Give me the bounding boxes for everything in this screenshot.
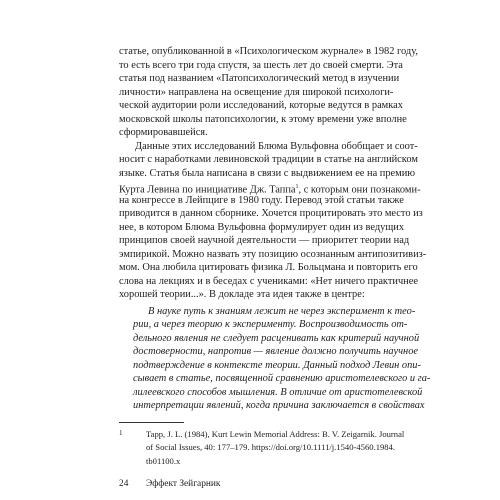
body-line: эмпирикой. Можно назвать эту позицию осознанным антипозитивиз-: [119, 248, 427, 260]
body-line: статье, опубликованной в «Психологическом журнале» в 1982 году,: [119, 46, 418, 57]
footnote-rule: [119, 422, 184, 423]
quote-line: лилеевского способов мышления. В отличие от аристотелевской: [133, 386, 423, 398]
body-line: носит с наработками левиновской традиции в статье на английском: [119, 154, 418, 166]
body-line: слова на лекциях и в беседах с учениками: «Нет ничего практичнее: [119, 275, 418, 287]
quote-line: достоверности, напротив — явление должно получить научное: [133, 346, 419, 358]
body-line-text: Курта Левина по инициативе Дж. Таппа: [119, 184, 296, 196]
footnote-line: Tapp, J. L. (1984), Kurt Lewin Memorial Address: B. V. Zeigarnik. Journal: [146, 428, 405, 439]
running-title: Эффект Зейгарник: [146, 479, 221, 489]
body-line: принципов своей научной деятельности — приоритет теории над: [119, 235, 410, 247]
body-line: хорошей теории...». В докладе эта идея также в центре:: [119, 289, 365, 301]
body-line: мом. Она любила цитировать физика Л. Больцмана и повторить его: [119, 262, 418, 274]
footnote-reference[interactable]: 1: [295, 184, 299, 191]
body-line: личности» направлена на освещение для широкой психологи-: [119, 86, 394, 98]
body-line: нее, в котором Блюма Вульфовна формулирует один из ведущих: [119, 221, 405, 233]
quote-line: В науке путь к знаниям лежит не через эксперимент к тео-: [148, 305, 416, 317]
quote-line: подтверждение в контексте теории. Данный подход Левин опи-: [133, 359, 421, 371]
body-line: ческой аудитории роли исследований, которые ведутся в рамках: [119, 100, 403, 111]
body-line: сформировавшейся.: [119, 127, 208, 139]
body-line-tail: , с которым они познакоми-: [298, 184, 421, 196]
body-line: на конгрессе в Лейпциге в 1980 году. Перевод этой статьи также: [119, 194, 404, 206]
quote-line: дельного явления не следует расценивать как критерий научной: [133, 332, 420, 344]
quote-line: рии, а через теорию к эксперименту. Воспроизводимость от-: [133, 319, 408, 331]
body-line-with-footnote-ref: [119, 180, 421, 194]
body-line: приводится в данном сборнике. Хочется процитировать это место из: [119, 208, 423, 220]
quote-line: сывает в статье, посвященной сравнению аристотелевского и га-: [133, 373, 431, 385]
body-line: московской школы патопсихологии, к этому времени уже вполне: [119, 113, 407, 125]
paragraph-first-line: Данные этих исследований Блюма Вульфовна обобщает и соот-: [135, 140, 418, 152]
body-line: языке. Статья была написана в связи с выдвижением ее на премию: [119, 167, 416, 179]
footnote-number: 1: [119, 428, 123, 437]
body-line: то есть всего три года спустя, за шесть лет до своей смерти. Эта: [119, 59, 403, 71]
footnote-line: tb01100.x: [146, 455, 181, 466]
quote-line: интерпретации явлений, когда причина заключается в свойствах: [133, 400, 425, 412]
footnote-line: of Social Issues, 40: 177–179. https://doi.org/10.1111/j.1540-4560.1984.: [146, 442, 396, 452]
body-line: статья под названием «Патопсихологический метод в изучении: [119, 73, 400, 84]
page-number: 24: [119, 479, 129, 489]
